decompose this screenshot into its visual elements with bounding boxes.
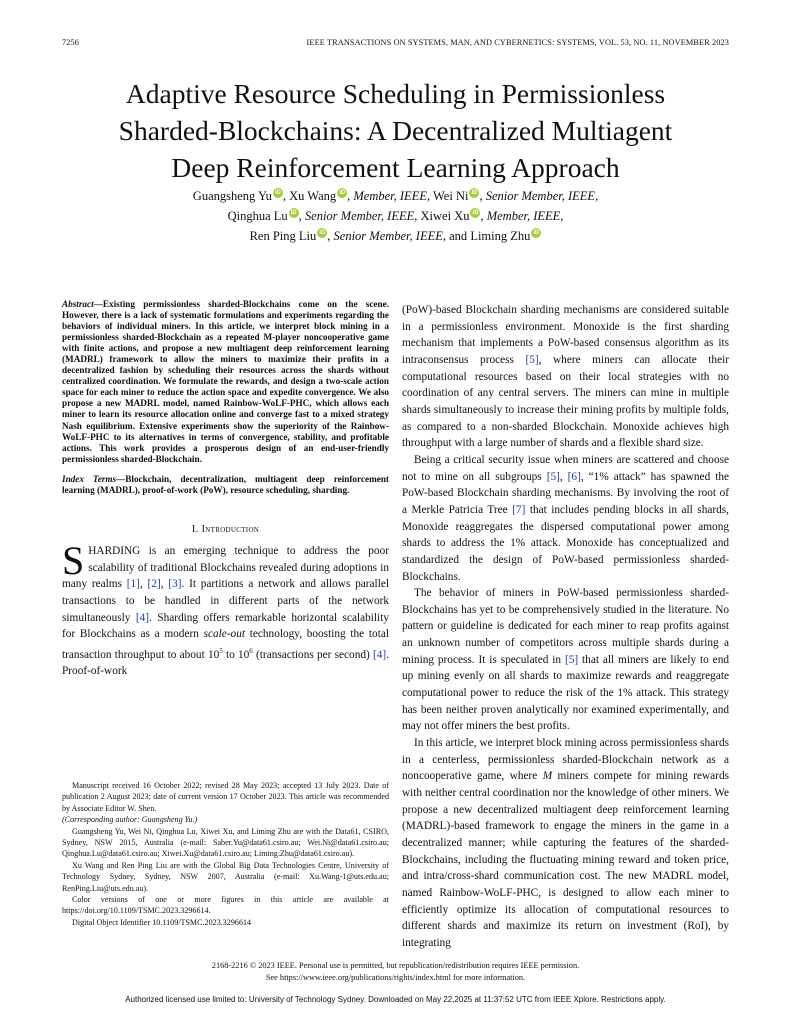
author-name: Xiwei Xu [420, 209, 470, 223]
journal-name: IEEE TRANSACTIONS ON SYSTEMS, MAN, AND CYBERNETICS: SYSTEMS, VOL. 53, NO. 11, NOVEMBER 2023 [306, 38, 729, 47]
paragraph [402, 585, 729, 735]
body-text: HARDING is an emerging technique to address the poor scalability of traditional Blockchains revealed during adoptions in many realms [62, 544, 389, 591]
abstract-label: Abstract [62, 299, 94, 309]
body-text: , where miners can allocate their computational resources based on their local strategies with no coordination of any central servers. The miners can mine in multiple shards simultaneously to increase their mining profits by multiple folds, as compared to a non-sharded Blockchain. Monoxide achieves high throughput with a large number of shards and a flexible shard size. [402, 353, 729, 450]
right-body [402, 302, 729, 952]
index-terms [62, 474, 389, 496]
copyright-footer [0, 960, 791, 984]
superscript: 6 [249, 647, 253, 656]
footnotes [62, 780, 389, 928]
body-text: In this article, we interpret block mining across permissionless shards in a centerless, permissionless sharded-Blockchain network as a noncooperative game, where [402, 737, 729, 783]
title-line-2: Sharded-Blockchains: A Decentralized Multiagent [118, 115, 673, 146]
page-number: 7256 [62, 38, 79, 47]
body-text: that all miners are likely to end up mining evenly on all shards to maximize rewards and reaggregate computational power to reduce the risk of the 1% attack. This strategy has been neither proven analytically nor examined experimentally, and may not offer miners the best profits. [402, 653, 729, 733]
body-text: to 10 [222, 648, 250, 661]
index-terms-label: Index Terms [62, 473, 117, 484]
author-list [40, 186, 751, 246]
body-text: . Sharding offers remarkable horizontal scalability for Blockchains as a modern [62, 611, 389, 641]
orcid-icon[interactable]: iD [472, 210, 479, 216]
footnote-doi: Digital Object Identifier 10.1109/TSMC.2023.3296614 [72, 917, 252, 927]
section-title: Introduction [201, 523, 260, 535]
author-name: Guangsheng Yu [192, 189, 272, 203]
citation-link[interactable]: [3] [168, 578, 182, 591]
citation-link[interactable]: [5] [525, 353, 539, 366]
abstract-text: —Existing permissionless sharded-Blockchains come on the scene. However, there is a lack of systematic formulations and experiments regarding the behaviors of individual miners. In this article, we interpret block mining in a permissionless sharded-Blockchain as a repeated M-player noncooperative game with finite actions, and propose a new multiagent deep reinforcement learning (MADRL) framework to allow the miners to maximize their profits in a decentralized fashion by scheduling their resources across the shards without centralized coordination. We formulate the rewards, and design a two-scale action space for each miner to reduce the action space and expedite convergence. We also propose a new MADRL model, named Rainbow-WoLF-PHC, which allows each miner to learn its resource allocation online and converge fast to a mixed strategy Nash equilibrium. Extensive experiments show the superiority of the Rainbow-WoLF-PHC to its alternatives in terms of convergence, stability, and profitable actions. This work provides a prosperous design of an end-user-friendly permissionless sharded-Blockchain. [62, 299, 389, 464]
body-text: . It partitions a network and allows parallel transactions to be handled in different parts of the network simultaneously [62, 578, 389, 624]
citation-link[interactable]: [7] [512, 503, 526, 516]
index-terms-text: —Blockchain, decentralization, multiagent deep reinforcement learning (MADRL), proof-of-work (PoW), resource scheduling, sharding. [62, 473, 389, 495]
body-text: technology, boosting the total transaction throughput to about 10 [62, 628, 389, 661]
author-name: Qinghua Lu [227, 209, 288, 223]
paragraph: Being a critical security issue when miners are scattered and choose not to mine on all subgroups [5], [6], “1% attack” has spawned the PoW-based Blockchain sharding mechanisms. By involving the root of a Merkle Patricia Tree [7] that includes pending blocks in all shards, Monoxide reaggregates the dispersed computational power among shards to address the 1% attack. Monoxide has conceptualized and standardized the design of PoW-based permissionless sharded-Blockchains. [402, 453, 729, 583]
download-notice: Authorized licensed use limited to: University of Technology Sydney. Downloaded on May 22,2025 at 11:37:52 UTC from IEEE Xplore. Restrictions apply. [125, 995, 666, 1004]
right-column [402, 302, 729, 952]
corresponding-author: (Corresponding author: Guangsheng Yu.) [62, 815, 198, 825]
paragraph [402, 302, 729, 452]
citation-link[interactable]: [5] [546, 470, 560, 483]
footnote-affiliation-1: Guangsheng Yu, Wei Ni, Qinghua Lu, Xiwei Xu, and Liming Zhu are with the Data61, CSIRO, Sydney, NSW 2015, Australia (e-mail: Saber.Yu@data61.csiro.au; Wei.Ni@data61.csiro.au; Qinghua.Lu@data61.csiro.au; Xiwei.Xu@data61.csiro.au; Liming.Zhu@data61.csiro.au). [62, 826, 389, 859]
citation-link[interactable]: [5] [564, 653, 579, 666]
citation-link[interactable]: [4] [135, 611, 150, 624]
footnote-affiliation-2: Xu Wang and Ren Ping Liu are with the Global Big Data Technologies Centre, University of Technology Sydney, Sydney, NSW 2007, Australia (e-mail: Xu.Wang-1@uts.edu.au; RenPing.Liu@uts.edu.au). [62, 860, 389, 893]
author-role: Senior Member, IEEE [485, 189, 596, 203]
abstract [62, 299, 389, 465]
author-line-3: Ren Ping Liu iD , Senior Member, IEEE, and Liming Zhu iD [249, 229, 540, 243]
superscript: 5 [219, 647, 223, 656]
footnote-text: Manuscript received 16 October 2022; revised 28 May 2023; accepted 13 July 2023. Date of publication 2 August 2023; date of current version 17 October 2023. This article was recommended by Associate Editor W. Shen. [62, 781, 389, 813]
orcid-icon[interactable]: iD [274, 190, 281, 196]
title-line-1: Adaptive Resource Scheduling in Permissionless [125, 78, 666, 109]
section-number: I. [191, 523, 199, 535]
section-heading [62, 524, 389, 535]
body-text: Being a critical security issue when miners are scattered and choose not to mine on all subgroups [402, 453, 729, 483]
author-line-1: Guangsheng Yu iD , Xu Wang iD , Member, IEEE, Wei Ni iD , Senior Member, IEEE, [192, 189, 599, 203]
author-name: Ren Ping Liu [249, 229, 317, 243]
rights-link[interactable]: See https://www.ieee.org/publications/rights/index.html for more information. [265, 973, 526, 982]
paragraph [402, 735, 729, 952]
citation-link[interactable]: [4] [373, 648, 387, 661]
body-text: The behavior of miners in PoW-based permissionless sharded-Blockchains has yet to be comprehensively studied in the literature. No pattern or guideline is dedicated for each miner to reap profits against an unknown number of competitors across multiple shards during a mining process. It is speculated in [402, 587, 729, 666]
author-name: Xu Wang [289, 189, 337, 203]
body-text: (PoW)-based Blockchain sharding mechanisms are considered suitable in a permissionless environment. Monoxide is the first sharding mechanism that implements a PoW-based consensus algorithm as its intraconsensus process [402, 304, 729, 366]
drop-cap: S [62, 537, 85, 583]
body-text: that includes pending blocks in all shards, Monoxide reaggregates the dispersed computational power among shards to address the 1% attack. Monoxide has conceptualized and standardized the design of PoW-based permissionless sharded-Blockchains. [402, 503, 729, 583]
citation-link[interactable]: [6] [567, 470, 581, 483]
author-name: Liming Zhu [470, 229, 531, 243]
intro-paragraph: SHARDING is an emerging technique to address the poor scalability of traditional Blockchains revealed during adoptions in many realms [1], [2], [3]. It partitions a network and allows parallel transactions to be handled in different parts of the network simultaneously [4]. Sharding offers remarkable horizontal scalability for Blockchains as a modern scale-out technology, boosting the total transaction throughput to about $10^5$ to $10^6$ (transactions per second) [4]. Proof-of-work [62, 537, 390, 678]
author-name: Wei Ni [433, 189, 469, 203]
citation-link[interactable]: [1] [126, 578, 140, 591]
orcid-icon[interactable]: iD [533, 230, 540, 236]
orcid-icon[interactable]: iD [339, 190, 346, 196]
author-role: Senior Member, IEEE [304, 209, 415, 223]
author-role: Senior Member, IEEE [333, 229, 443, 243]
citation-link[interactable]: [2] [147, 578, 161, 591]
orcid-icon[interactable]: iD [319, 230, 326, 236]
author-role: Member, IEEE [486, 209, 561, 223]
orcid-icon[interactable]: iD [290, 210, 297, 216]
copyright-line: 2168-2216 © 2023 IEEE. Personal use is permitted, but republication/redistribution requires IEEE permission. [211, 961, 580, 970]
body-text: . Proof-of-work [62, 648, 390, 678]
left-column [62, 299, 389, 680]
body-text: (transactions per second) [252, 648, 373, 661]
math-symbol: M [542, 770, 553, 783]
orcid-icon[interactable]: iD [471, 190, 478, 196]
title-line-3: Deep Reinforcement Learning Approach [171, 152, 620, 183]
body-text: miners compete for mining rewards with neither central coordination nor the knowledge of other miners. We propose a new decentralized multiagent deep reinforcement learning (MADRL)-based framework to engage the miners in the game in a decentralized manner; while capturing the features of the sharded-Blockchains, including the fluctuating mining reward and token price, and intra/cross-shard communication cost. The new MADRL model, named Rainbow-WoLF-PHC, is designed to allow each miner to efficiently optimize its allocation of computational resources to different shards and maximize its return on investment (RoI), by integrating [402, 770, 729, 949]
footnote-color-versions: Color versions of one or more figures in this article are available at https://doi.org/10.1109/TSMC.2023.3296614. [62, 895, 389, 916]
paper-title [40, 75, 751, 186]
author-line-2: Qinghua Lu iD , Senior Member, IEEE, Xiwei Xu iD , Member, IEEE, [227, 209, 564, 223]
body-text-italic: scale-out [203, 628, 245, 641]
body-text: , “1% attack” has spawned the PoW-based Blockchain sharding mechanisms. By involving the root of a Merkle Patricia Tree [402, 470, 729, 516]
footnote-manuscript [62, 780, 389, 826]
author-role: Member, IEEE [353, 189, 427, 203]
